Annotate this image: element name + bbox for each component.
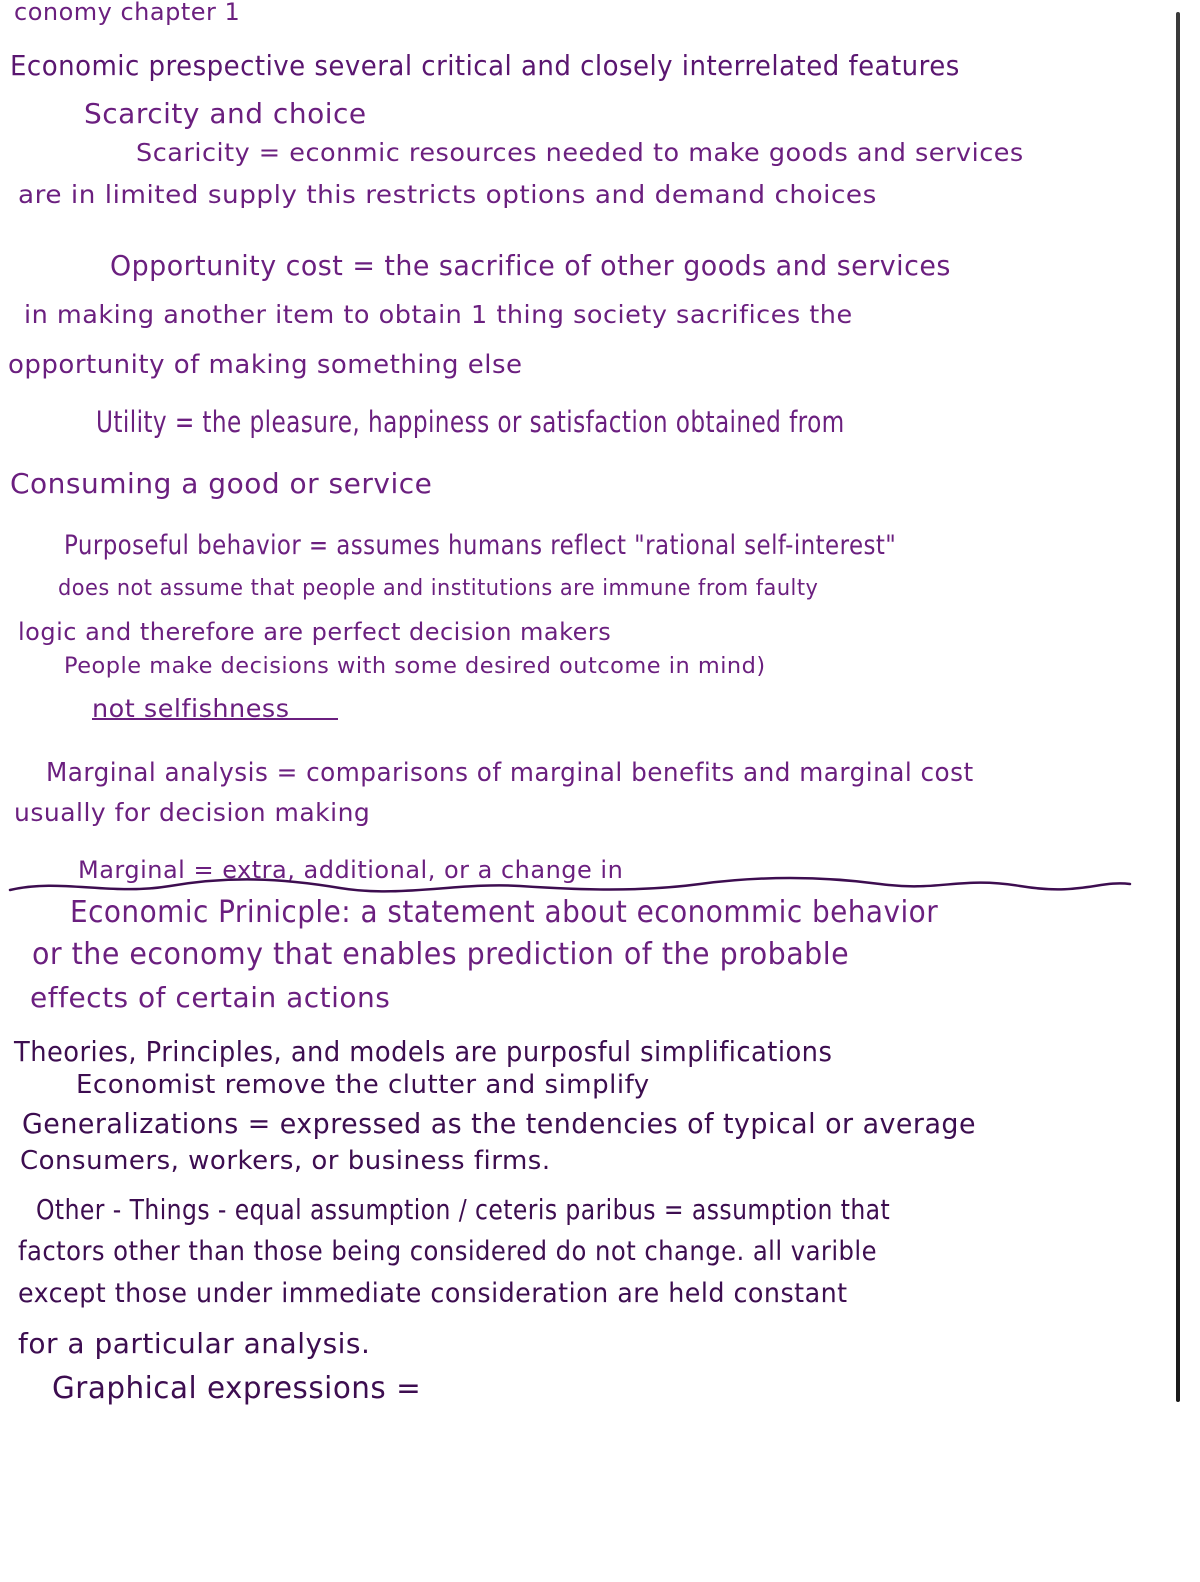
note-line: Scaricity = econmic resources needed to make goods and services bbox=[136, 138, 1024, 167]
note-line: Purposeful behavior = assumes humans reflect "rational self-interest" bbox=[64, 530, 897, 561]
note-line: Scarcity and choice bbox=[84, 97, 367, 130]
note-line: Economic prespective several critical and closely interrelated features bbox=[10, 49, 960, 82]
note-line: Theories, Principles, and models are purposful simplifications bbox=[14, 1035, 833, 1068]
note-line: Generalizations = expressed as the tendencies of typical or average bbox=[22, 1107, 976, 1140]
note-line: opportunity of making something else bbox=[8, 350, 523, 380]
note-line: in making another item to obtain 1 thing society sacrifices the bbox=[24, 300, 853, 329]
note-line: for a particular analysis. bbox=[18, 1327, 371, 1360]
page-edge-shadow bbox=[1176, 12, 1180, 1402]
note-line: Economist remove the clutter and simplify bbox=[76, 1070, 650, 1100]
note-line: Opportunity cost = the sacrifice of other goods and services bbox=[110, 249, 951, 282]
note-line: Consuming a good or service bbox=[10, 467, 433, 500]
note-line: Marginal = extra, additional, or a change in bbox=[78, 856, 624, 884]
selfishness-underline bbox=[92, 718, 338, 720]
note-line: except those under immediate consideration are held constant bbox=[18, 1278, 848, 1309]
note-line: not selfishness bbox=[92, 694, 290, 723]
note-line: logic and therefore are perfect decision makers bbox=[18, 618, 612, 646]
note-line: effects of certain actions bbox=[30, 981, 391, 1014]
note-line: Other - Things - equal assumption / ceteris paribus = assumption that bbox=[36, 1193, 891, 1226]
note-line: People make decisions with some desired outcome in mind) bbox=[64, 654, 766, 679]
note-line: does not assume that people and institutions are immune from faulty bbox=[58, 576, 819, 601]
page-header: conomy chapter 1 bbox=[14, 0, 241, 26]
note-line: or the economy that enables prediction of the probable bbox=[32, 937, 850, 972]
note-line: Consumers, workers, or business firms. bbox=[20, 1146, 551, 1176]
note-line: factors other than those being considered do not change. all varible bbox=[18, 1236, 878, 1267]
note-line: Utility = the pleasure, happiness or satisfaction obtained from bbox=[96, 405, 845, 439]
note-line: Graphical expressions = bbox=[52, 1371, 422, 1406]
note-line: usually for decision making bbox=[14, 798, 371, 827]
note-line: Marginal analysis = comparisons of marginal benefits and marginal cost bbox=[46, 758, 974, 788]
note-line: Economic Prinicple: a statement about econommic behavior bbox=[70, 895, 939, 930]
note-line: are in limited supply this restricts options and demand choices bbox=[18, 180, 877, 209]
